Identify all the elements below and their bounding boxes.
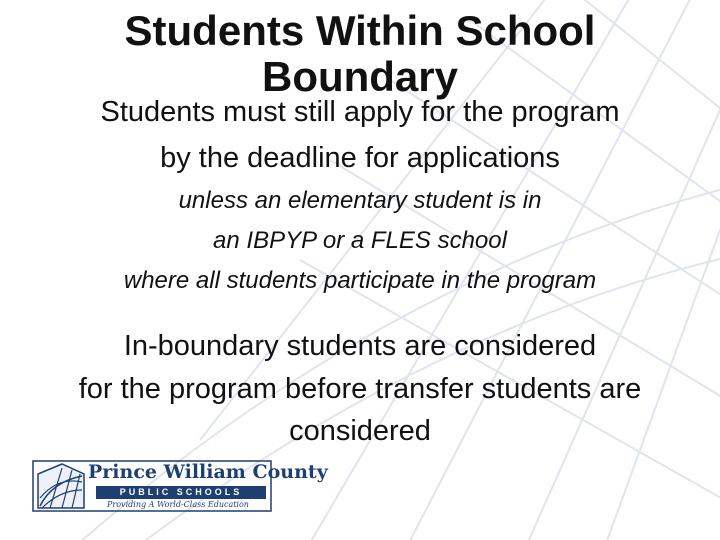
logo-tagline: Providing A World-Class Education <box>107 500 249 509</box>
logo-subtitle: PUBLIC SCHOOLS <box>96 486 266 499</box>
italic-text-line2: an IBPYP or a FLES school <box>213 227 507 254</box>
paragraph-line3: considered <box>289 415 431 447</box>
globe-icon <box>38 464 84 508</box>
italic-text-line1: unless an elementary student is in <box>178 187 542 214</box>
paragraph-line2: for the program before transfer students are <box>78 373 642 405</box>
logo-county-name: Prince William County <box>88 461 328 483</box>
slide-title-line1: Students Within School <box>124 7 596 54</box>
main-text-line2: by the deadline for applications <box>160 142 560 174</box>
paragraph-line1: In-boundary students are considered <box>123 330 597 362</box>
italic-text-line3: where all students participate in the program <box>123 267 597 294</box>
main-text-line1: Students must still apply for the program <box>100 96 620 128</box>
slide-title-line2: Boundary <box>261 53 458 100</box>
